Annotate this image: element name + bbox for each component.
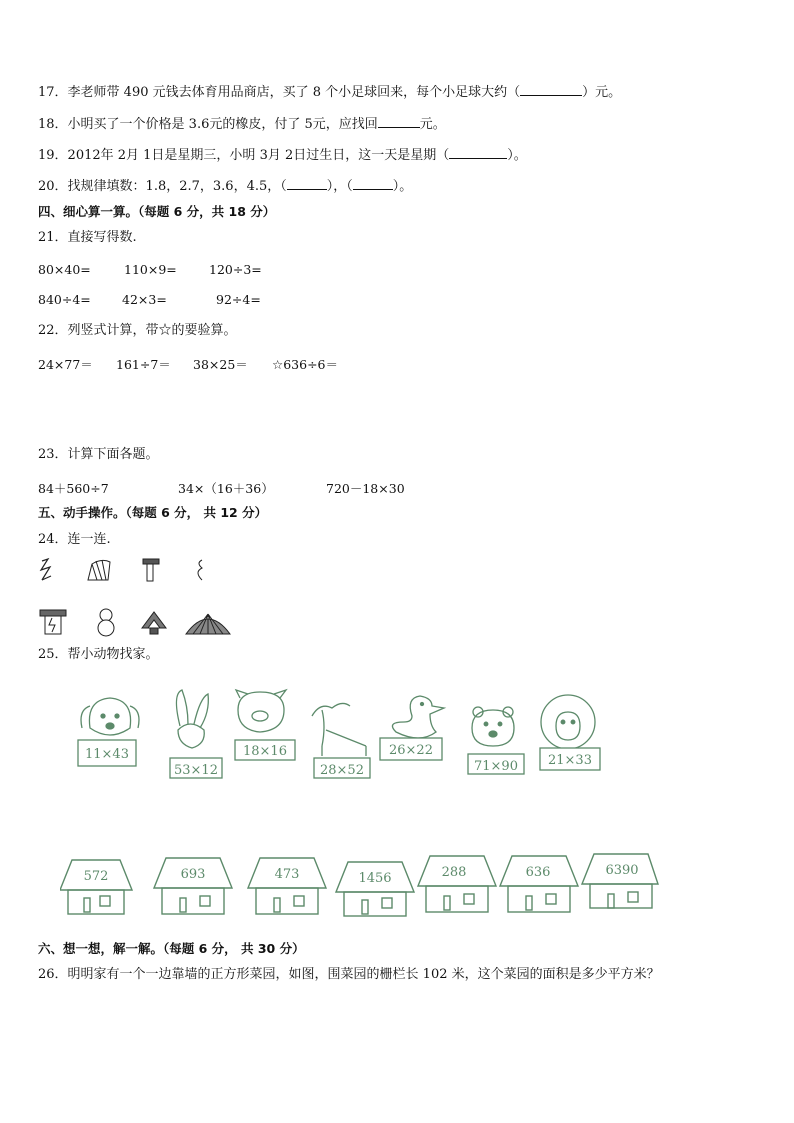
pig-animal[interactable] — [235, 690, 295, 760]
house-number: 288 — [441, 865, 467, 880]
question-18-text: 18．小明买了一个价格是 3.6元的橡皮，付了 5元，应找回 — [38, 117, 378, 132]
animals-figure — [60, 686, 620, 788]
question-23-title: 23．计算下面各题。 — [38, 447, 159, 462]
animal-label: 18×16 — [243, 744, 287, 759]
section-6-heading: 六、想一想，解一解。（每题 6 分， 共 30 分） — [38, 941, 305, 956]
question-20-tail: ）。 — [392, 179, 413, 194]
animal-label: 11×43 — [85, 747, 129, 762]
animal-label: 26×22 — [389, 743, 433, 758]
answer-blank[interactable] — [449, 146, 507, 159]
question-20 — [38, 177, 412, 195]
question-25-title: 25．帮小动物找家。 — [38, 647, 159, 662]
house-number: 636 — [525, 865, 551, 880]
animal-label: 53×12 — [174, 763, 218, 778]
calc-item: 92÷4= — [216, 292, 261, 307]
question-24-title: 24．连一连. — [38, 532, 111, 547]
house-number: 1456 — [358, 871, 392, 886]
question-18-tail: 元。 — [419, 117, 446, 132]
question-18 — [38, 115, 446, 133]
calc-item: 38×25＝ — [193, 357, 248, 372]
house-number: 473 — [274, 867, 300, 882]
rabbit-animal[interactable] — [170, 690, 222, 778]
calc-item: 42×3= — [122, 292, 167, 307]
question-19 — [38, 146, 527, 164]
animal-label: 21×33 — [548, 753, 592, 768]
house-number: 693 — [180, 867, 206, 882]
calc-item: 720－18×30 — [326, 481, 405, 496]
duck-animal[interactable] — [380, 696, 444, 760]
house-shape-icon[interactable] — [40, 610, 66, 634]
fragment-zigzag-icon[interactable] — [41, 559, 51, 580]
calc-item: 120÷3= — [209, 262, 262, 277]
house-number: 572 — [83, 869, 109, 884]
question-26: 26．明明家有一个一边靠墙的正方形菜园，如图，围菜园的栅栏长 102 米，这个菜园的面积是多少平方米？ — [38, 967, 660, 982]
calc-item: 84＋560÷7 — [38, 481, 109, 496]
answer-blank[interactable] — [287, 177, 327, 190]
house-572[interactable] — [60, 860, 132, 914]
question-17-tail: ）元。 — [582, 85, 622, 100]
shape-match-figure — [36, 556, 246, 642]
question-22-title: 22．列竖式计算，带☆的要验算。 — [38, 323, 237, 338]
question-19-tail: ）。 — [507, 148, 527, 163]
fragment-house-icon[interactable] — [143, 559, 159, 581]
goat-animal[interactable] — [312, 703, 370, 778]
calc-item: 110×9= — [124, 262, 177, 277]
monkey-animal[interactable] — [540, 695, 600, 770]
tangram-tree-icon[interactable] — [142, 612, 166, 634]
house-288[interactable] — [418, 856, 496, 912]
question-20-text: 20．找规律填数：1.8，2.7，3.6，4.5，（ — [38, 179, 287, 194]
calc-item: 80×40= — [38, 262, 91, 277]
answer-blank[interactable] — [520, 83, 582, 96]
snowman-shape-icon[interactable] — [98, 609, 114, 636]
section-5-heading: 五、动手操作。（每题 6 分， 共 12 分） — [38, 505, 268, 520]
section-4-heading: 四、细心算一算。（每题 6 分，共 18 分） — [38, 204, 276, 219]
question-17-text: 17．李老师带 490 元钱去体育用品商店，买了 8 个小足球回来，每个小足球大约（ — [38, 85, 521, 100]
question-17 — [38, 83, 621, 101]
house-number: 6390 — [605, 863, 639, 878]
calc-item: ☆636÷6＝ — [272, 357, 338, 372]
dog-animal[interactable] — [78, 698, 139, 766]
house-1456[interactable] — [336, 862, 414, 916]
house-693[interactable] — [154, 858, 232, 914]
open-umbrella-icon[interactable] — [186, 614, 230, 634]
question-21-title: 21．直接写得数. — [38, 230, 137, 245]
answer-blank[interactable] — [353, 177, 393, 190]
bear-animal[interactable] — [468, 707, 524, 774]
answer-blank[interactable] — [378, 115, 420, 128]
question-20-mid: ），（ — [326, 179, 353, 194]
fragment-snowman-icon[interactable] — [198, 560, 202, 580]
calc-item: 34×（16＋36） — [178, 481, 274, 496]
animal-label: 28×52 — [320, 763, 364, 778]
house-636[interactable] — [500, 856, 578, 912]
question-19-text: 19．2012年 2月 1日是星期三，小明 3月 2日过生日，这一天是星期（ — [38, 148, 450, 163]
calc-item: 161÷7＝ — [116, 357, 171, 372]
house-473[interactable] — [248, 858, 326, 914]
house-6390[interactable] — [582, 854, 658, 908]
fragment-umbrella-icon[interactable] — [88, 560, 110, 580]
animal-label: 71×90 — [474, 759, 518, 774]
calc-item: 24×77＝ — [38, 357, 93, 372]
houses-figure — [60, 852, 660, 920]
calc-item: 840÷4= — [38, 292, 91, 307]
